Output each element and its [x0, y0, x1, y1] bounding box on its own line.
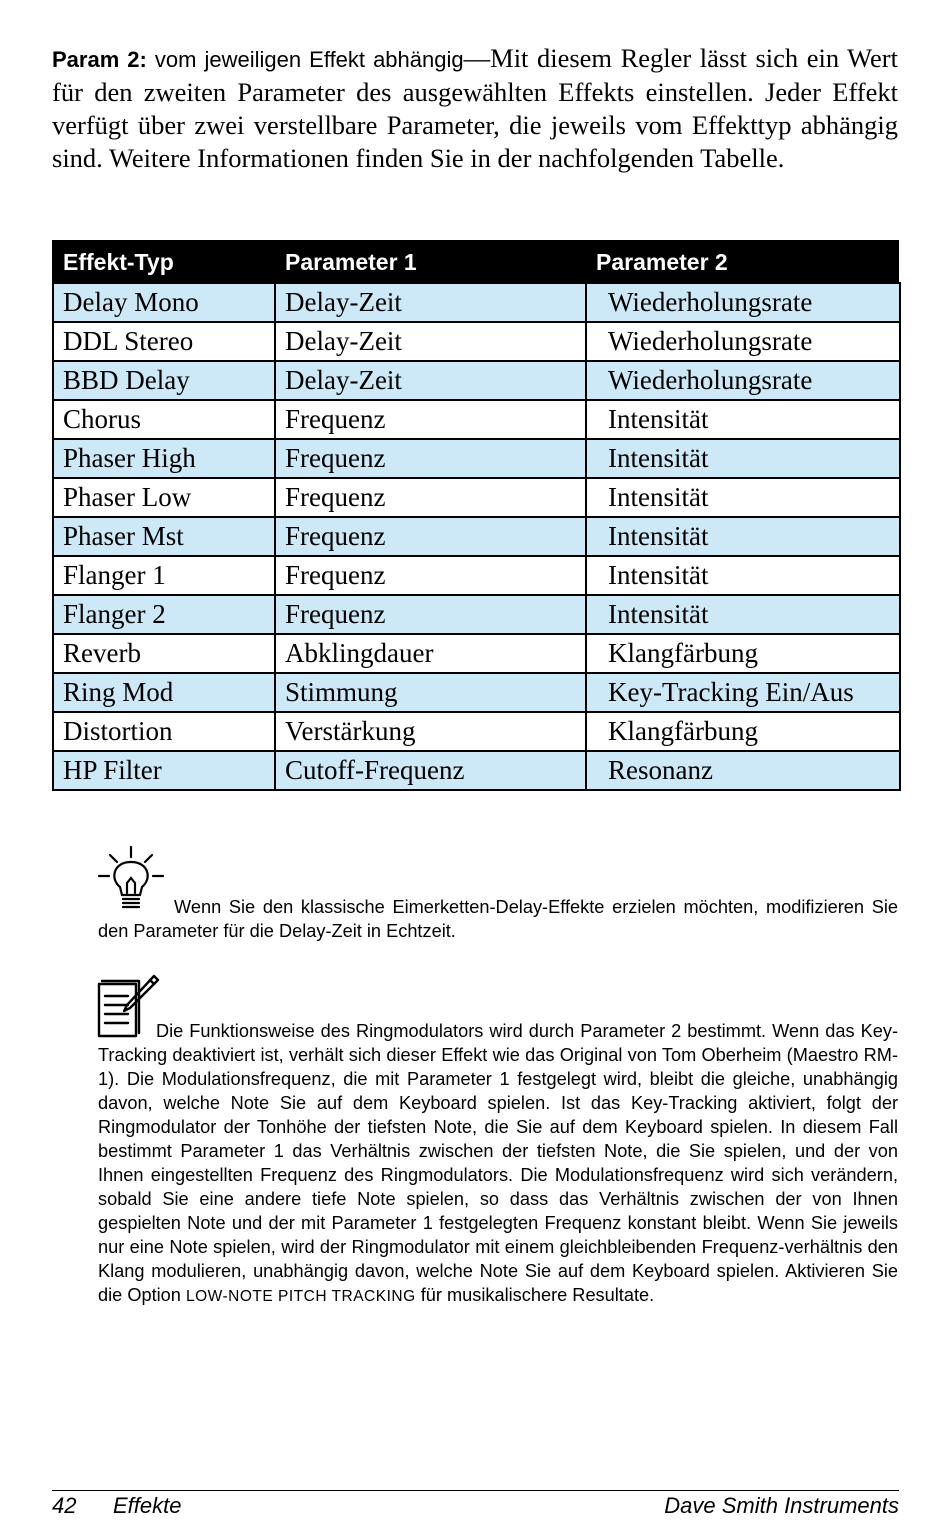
cell-effect-type: Phaser High [53, 439, 275, 478]
table-row [53, 595, 900, 634]
header-effect-type: Effekt-Typ [53, 241, 275, 283]
cell-effect-type: Phaser Mst [53, 517, 275, 556]
tip-body: Wenn Sie den klassische Eimerketten-Delay-Effekte erzielen möchten, modifizieren Sie den Parameter für die Delay-Zeit in Echtzeit. [98, 897, 898, 941]
cell-effect-type: Reverb [53, 634, 275, 673]
cell-parameter-1: Cutoff-Frequenz [275, 751, 586, 790]
header-parameter-2: Parameter 2 [586, 241, 900, 283]
cell-parameter-1: Frequenz [275, 439, 586, 478]
table-row [53, 439, 900, 478]
table-row [53, 634, 900, 673]
page-footer [52, 1493, 899, 1521]
cell-effect-type: Ring Mod [53, 673, 275, 712]
cell-effect-type: Flanger 1 [53, 556, 275, 595]
table-row [53, 361, 900, 400]
cell-effect-type: DDL Stereo [53, 322, 275, 361]
cell-parameter-2: Wiederholungsrate [586, 361, 900, 400]
cell-parameter-2: Klangfärbung [586, 712, 900, 751]
page-number: 42 [52, 1493, 77, 1518]
note-body: Die Funktionsweise des Ringmodulators wird durch Parameter 2 bestimmt. Wenn das Key-Tracking deaktiviert ist, verhält sich dieser Effekt wie das Original von Tom Oberheim (Maestro RM-1). Die Modulationsfrequenz, die mit Parameter 1 festgelegt wird, bleibt die gleiche, unabhängig davon, welche Note Sie auf dem Keyboard spielen. Ist das Key-Tracking aktiviert, folgt der Ringmodulator der Tonhöhe der tiefsten Note, die Sie auf dem Keyboard spielen. In diesem Fall bestimmt Parameter 1 das Verhältnis zwischen der tiefsten Note, die Sie spielen, und der von Ihnen eingestellten Frequenz des Ringmodulators. Die Modulationsfrequenz wird sich verändern, sobald Sie eine andere tiefe Note spielen, so dass das Verhältnis zwischen der von Ihnen gespielten Note und der mit Parameter 1 festgelegten Frequenz konstant bleibt. Wenn Sie jeweils nur eine Note spielen, wird der Ringmodulator mit einem gleichbleibenden Frequenz-verhältnis den Klang modulieren, unabhängig davon, welche Note Sie auf dem Keyboard spielen. Aktivieren Sie die Option [98, 1021, 898, 1305]
cell-parameter-1: Frequenz [275, 517, 586, 556]
cell-parameter-1: Frequenz [275, 595, 586, 634]
intro-text: Mit diesem Regler lässt sich ein Wert für den zweiten Parameter des ausgewählten Effekts einstellen. Jeder Effekt verfügt über zwei verstellbare Parameter, die jeweils vom Effekttyp abhängig sind. Weitere Informationen finden Sie in der nachfolgenden Tabelle. [52, 43, 898, 173]
table-row [53, 673, 900, 712]
table-row [53, 283, 900, 322]
cell-parameter-2: Intensität [586, 478, 900, 517]
footer-rule [52, 1490, 899, 1491]
cell-effect-type: Distortion [53, 712, 275, 751]
table-row [53, 751, 900, 790]
cell-parameter-2: Intensität [586, 400, 900, 439]
table-header-row [53, 241, 900, 283]
table-row [53, 400, 900, 439]
cell-parameter-2: Wiederholungsrate [586, 322, 900, 361]
cell-parameter-1: Delay-Zeit [275, 283, 586, 322]
header-parameter-1: Parameter 1 [275, 241, 586, 283]
tip-text [98, 895, 898, 943]
cell-parameter-2: Intensität [586, 556, 900, 595]
cell-effect-type: Phaser Low [53, 478, 275, 517]
table-row [53, 322, 900, 361]
cell-parameter-2: Intensität [586, 595, 900, 634]
cell-parameter-1: Frequenz [275, 556, 586, 595]
cell-parameter-1: Delay-Zeit [275, 322, 586, 361]
effects-table-body [53, 283, 900, 790]
cell-parameter-2: Intensität [586, 517, 900, 556]
cell-parameter-2: Intensität [586, 439, 900, 478]
cell-effect-type: Chorus [53, 400, 275, 439]
table-row [53, 517, 900, 556]
cell-parameter-1: Abklingdauer [275, 634, 586, 673]
cell-parameter-2: Wiederholungsrate [586, 283, 900, 322]
cell-effect-type: BBD Delay [53, 361, 275, 400]
cell-parameter-2: Resonanz [586, 751, 900, 790]
note-text [98, 1019, 898, 1309]
param-subtitle: vom jeweiligen Effekt abhängig [146, 47, 464, 72]
table-row [53, 712, 900, 751]
intro-paragraph [52, 42, 898, 175]
param-label: Param 2: [52, 47, 147, 72]
em-dash: — [463, 43, 491, 73]
table-row [53, 556, 900, 595]
cell-parameter-1: Stimmung [275, 673, 586, 712]
cell-effect-type: Flanger 2 [53, 595, 275, 634]
cell-parameter-2: Key-Tracking Ein/Aus [586, 673, 900, 712]
brand-name: Dave Smith Instruments [664, 1493, 899, 1518]
effects-table [52, 240, 901, 791]
cell-parameter-1: Verstärkung [275, 712, 586, 751]
section-name: Effekte [113, 1493, 182, 1518]
note-body-end: für musikalischere Resultate. [415, 1285, 655, 1305]
table-row [53, 478, 900, 517]
cell-parameter-1: Frequenz [275, 478, 586, 517]
option-name: LOW-NOTE PITCH TRACKING [185, 1288, 416, 1305]
cell-parameter-2: Klangfärbung [586, 634, 900, 673]
cell-effect-type: HP Filter [53, 751, 275, 790]
cell-parameter-1: Delay-Zeit [275, 361, 586, 400]
cell-parameter-1: Frequenz [275, 400, 586, 439]
cell-effect-type: Delay Mono [53, 283, 275, 322]
